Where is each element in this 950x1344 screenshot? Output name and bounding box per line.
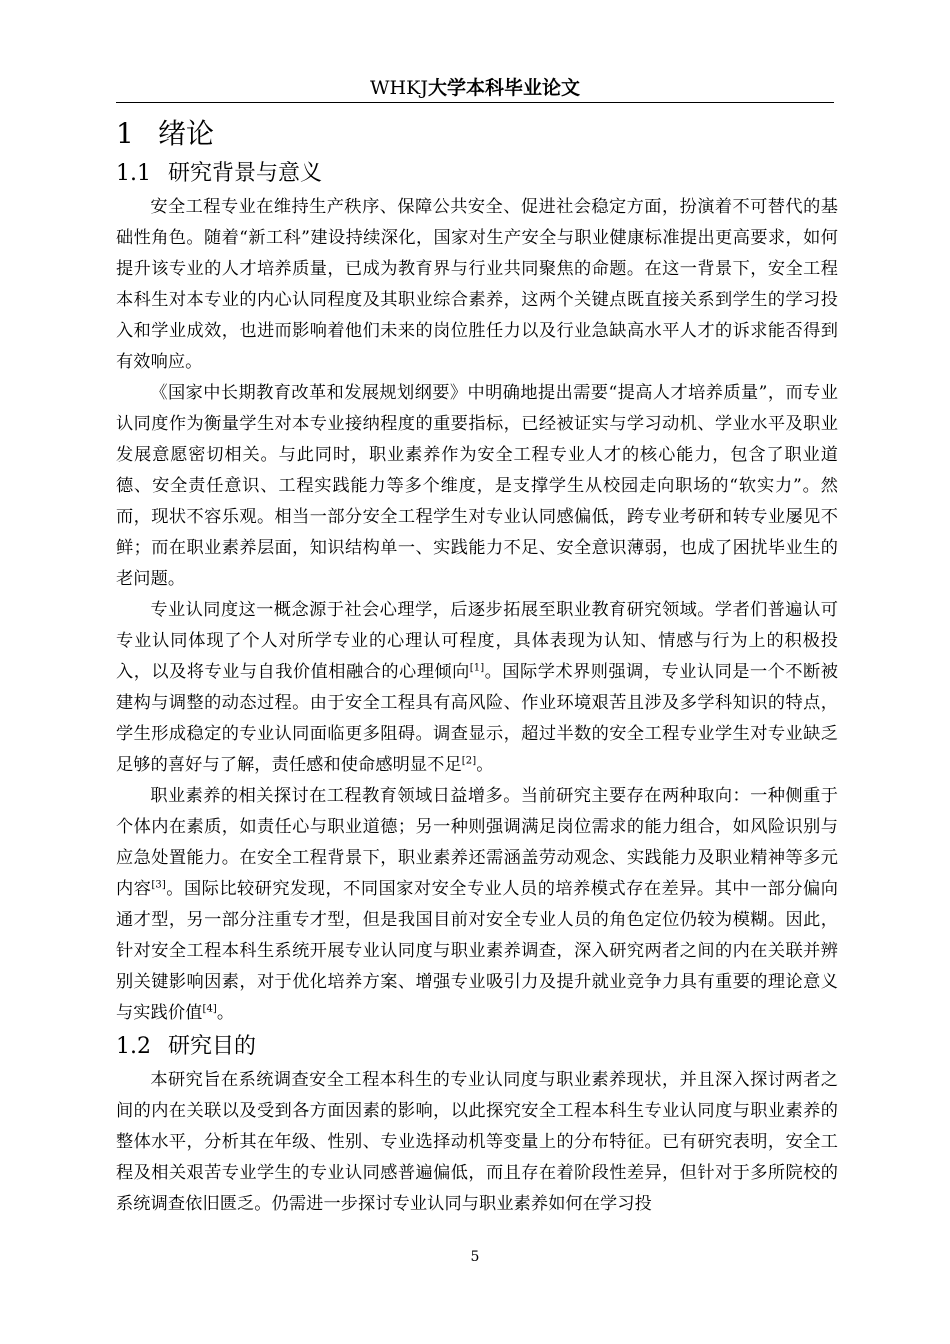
paragraph-text: 。 [476,755,494,775]
section-title: 研究目的 [168,1034,257,1059]
paragraph-text: 专业认同度这一概念源于社会心理学，后逐步拓展至职业教育研究领域。学者们普遍认可专业认同体现了个人对所学专业的心理认可程度，具体表现为认知、情感与行为上的积极投入，以及将专业与自我价值相融合的心理倾向 [116,600,838,682]
chapter-title: 绪论 [158,117,215,150]
page-body [116,112,838,1220]
paragraph: 本研究旨在系统调查安全工程本科生的专业认同度与职业素养现状，并且深入探讨两者之间的内在关联以及受到各方面因素的影响，以此探究安全工程本科生专业认同度与职业素养的整体水平，分析其在年级、性别、专业选择动机等变量上的分布特征。已有研究表明，安全工程及相关艰苦专业学生的专业认同感普遍偏低，而且存在着阶段性差异，但针对于多所院校的系统调查依旧匮乏。仍需进一步探讨专业认同与职业素养如何在学习投 [116,1070,838,1214]
section-heading-1-1 [116,156,838,192]
citation-ref: [4] [202,1003,217,1015]
header-latin: WHKJ [370,77,428,99]
paragraph [116,781,838,1029]
section-title: 研究背景与意义 [168,161,323,186]
paragraph-text: 。 [216,1003,235,1023]
citation-ref: [1] [469,662,485,674]
paragraph [116,595,838,781]
header-rule [116,102,834,103]
paragraph: 《国家中长期教育改革和发展规划纲要》中明确地提出需要“提高人才培养质量”，而专业认同度作为衡量学生对本专业接纳程度的重要指标，已经被证实与学习动机、学业水平及职业发展意愿密切相关。与此同时，职业素养作为安全工程专业人才的核心能力，包含了职业道德、安全责任意识、工程实践能力等多个维度，是支撑学生从校园走向职场的“软实力”。然而，现状不容乐观。相当一部分安全工程学生对专业认同感偏低，跨专业考研和转专业屡见不鲜；而在职业素养层面，知识结构单一、实践能力不足、安全意识薄弱，也成了困扰毕业生的老问题。 [116,383,838,589]
citation-ref: [2] [461,755,477,767]
paragraph-text: 。国际比较研究发现，不同国家对安全专业人员的培养模式存在差异。其中一部分偏向通才型，另一部分注重专才型，但是我国目前对安全专业人员的角色定位仍较为模糊。因此，针对安全工程本科生系统开展专业认同度与职业素养调查，深入研究两者之间的内在关联并辨别关键影响因素，对于优化培养方案、增强专业吸引力及提升就业竞争力具有重要的理论意义与实践价值 [116,879,839,1023]
chapter-heading [116,112,838,156]
running-header [116,76,834,100]
section-number: 1.2 [116,1034,151,1059]
page-number: 5 [470,1249,480,1265]
paragraph-text: 。国际学术界则强调，专业认同是一个不断被建构与调整的动态过程。由于安全工程具有高风险、作业环境艰苦且涉及多学科知识的特点，学生形成稳定的专业认同面临更多阻碍。调查显示，超过半数的安全工程专业学生对专业缺乏足够的喜好与了解，责任感和使命感明显不足 [116,662,838,775]
section-number: 1.1 [116,161,151,186]
section-heading-1-2 [116,1029,838,1065]
paragraph-text: 职业素养的相关探讨在工程教育领域日益增多。当前研究主要存在两种取向：一种侧重于个体内在素质，如责任心与职业道德；另一种则强调满足岗位需求的能力组合，如风险识别与应急处置能力。在安全工程背景下，职业素养还需涵盖劳动观念、实践能力及职业精神等多元内容 [116,786,838,899]
chapter-number: 1 [116,117,134,150]
paragraph: 安全工程专业在维持生产秩序、保障公共安全、促进社会稳定方面，扮演着不可替代的基础性角色。随着“新工科”建设持续深化，国家对生产安全与职业健康标准提出更高要求，如何提升该专业的人才培养质量，已成为教育界与行业共同聚焦的命题。在这一背景下，安全工程本科生对本专业的内心认同程度及其职业综合素养，这两个关键点既直接关系到学生的学习投入和学业成效，也进而影响着他们未来的岗位胜任力以及行业急缺高水平人才的诉求能否得到有效响应。 [116,197,838,372]
header-title: 大学本科毕业论文 [427,77,580,99]
citation-ref: [3] [151,879,166,891]
